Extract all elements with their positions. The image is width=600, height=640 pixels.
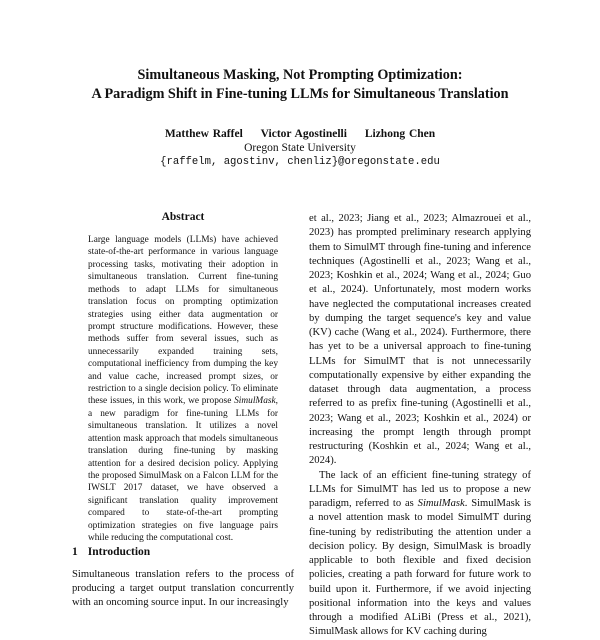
author-list bbox=[0, 127, 600, 141]
method-name: SimulMask bbox=[417, 498, 465, 509]
introduction-body: Simultaneous translation refers to the process of producing a target output translation concurrently with an oncoming source input. In our increasingly bbox=[72, 569, 294, 608]
section-heading-introduction bbox=[72, 546, 150, 558]
paragraph-text: The lack of an efficient fine-tuning strategy of LLMs for SimulMT has led us to propose a new paradigm, referred to as bbox=[309, 469, 531, 509]
abstract-heading: Abstract bbox=[161, 211, 205, 223]
paragraph: et al., 2023; Jiang et al., 2023; Almazrouei et al., 2023) has prompted preliminary research applying them to SimulMT through fine-tuning and inference techniques (Agostinelli et al., 2023; Wang et al., 2023; Koshkin et al., 2024; Wang et al., 2024; Guo et al., 2024). Unfortunately, most modern works have neglected the computational increases created by dumping the target sequence's key and value (KV) cache (Wang et al., 2024). Furthermore, there has yet to be a universal approach to fine-tuning LLMs for SimulMT that is not unnecessarily computationally expensive by either expanding the dataset through data augmentation, a process referred to as prefix fine-tuning (Agostinelli et al., 2023; Wang et al., 2023; Koshkin et al., 2024) or increasing the prompt length through prompt restructuring (Koshkin et al., 2024; Wang et al., 2024). bbox=[309, 213, 531, 467]
abstract-body bbox=[88, 234, 278, 545]
section-number: 1 bbox=[72, 546, 78, 558]
abstract-text: , a new paradigm for fine-tuning LLMs for simultaneous translation. It utilizes a novel attention mask approach that models simultaneous translation during fine-tuning by masking attention for a desired decision policy. Applying the proposed SimulMask on a Falcon LLM for the IWSLT 2017 dataset, we have observed a significant translation quality improvement compared to state-of-the-art prompting optimization strategies on five language pairs while reducing the computational cost. bbox=[88, 396, 278, 544]
title-line-2: A Paradigm Shift in Fine-tuning LLMs for Simultaneous Translation bbox=[91, 86, 509, 102]
abstract-text: Large language models (LLMs) have achieved state-of-the-art performance in various language processing tasks, motivating their adoption in simultaneous translation. Current fine-tuning methods to adapt LLMs for simultaneous translation focus on prompting optimization strategies using either data augmentation or prompt structure modifications. However, these methods suffer from several issues, such as unnecessarily expanded training sets, computational inefficiency from dumping the key and value cache, increased prompt sizes, or restriction to a single decision policy. To eliminate these issues, in this work, we propose bbox=[88, 235, 278, 407]
author-name: Matthew Raffel bbox=[164, 128, 243, 140]
author-name: Victor Agostinelli bbox=[260, 128, 347, 140]
author-email: {raffelm, agostinv, chenliz}@oregonstate.edu bbox=[160, 156, 440, 168]
author-name: Lizhong Chen bbox=[364, 128, 436, 140]
paragraph bbox=[309, 469, 531, 640]
section-title: Introduction bbox=[87, 546, 151, 558]
abstract-method-name: SimulMask bbox=[234, 396, 276, 407]
paragraph-text: . SimulMask is a novel attention mask to model SimulMT during fine-tuning by redistributing the attention under a decision policy. By design, SimulMask is broadly applicable to both flexible and fixed decision policies, creating a path forward for future work to build upon it. Furthermore, if we avoid injecting positional information into the keys and values through a modified ALiBi (Press et al., 2021), SimulMask allows for KV caching during bbox=[309, 498, 531, 638]
right-column-text bbox=[309, 212, 531, 640]
affiliation: Oregon State University bbox=[244, 142, 356, 154]
title-line-1: Simultaneous Masking, Not Prompting Optimization: bbox=[137, 67, 463, 83]
paper-title bbox=[0, 66, 600, 104]
